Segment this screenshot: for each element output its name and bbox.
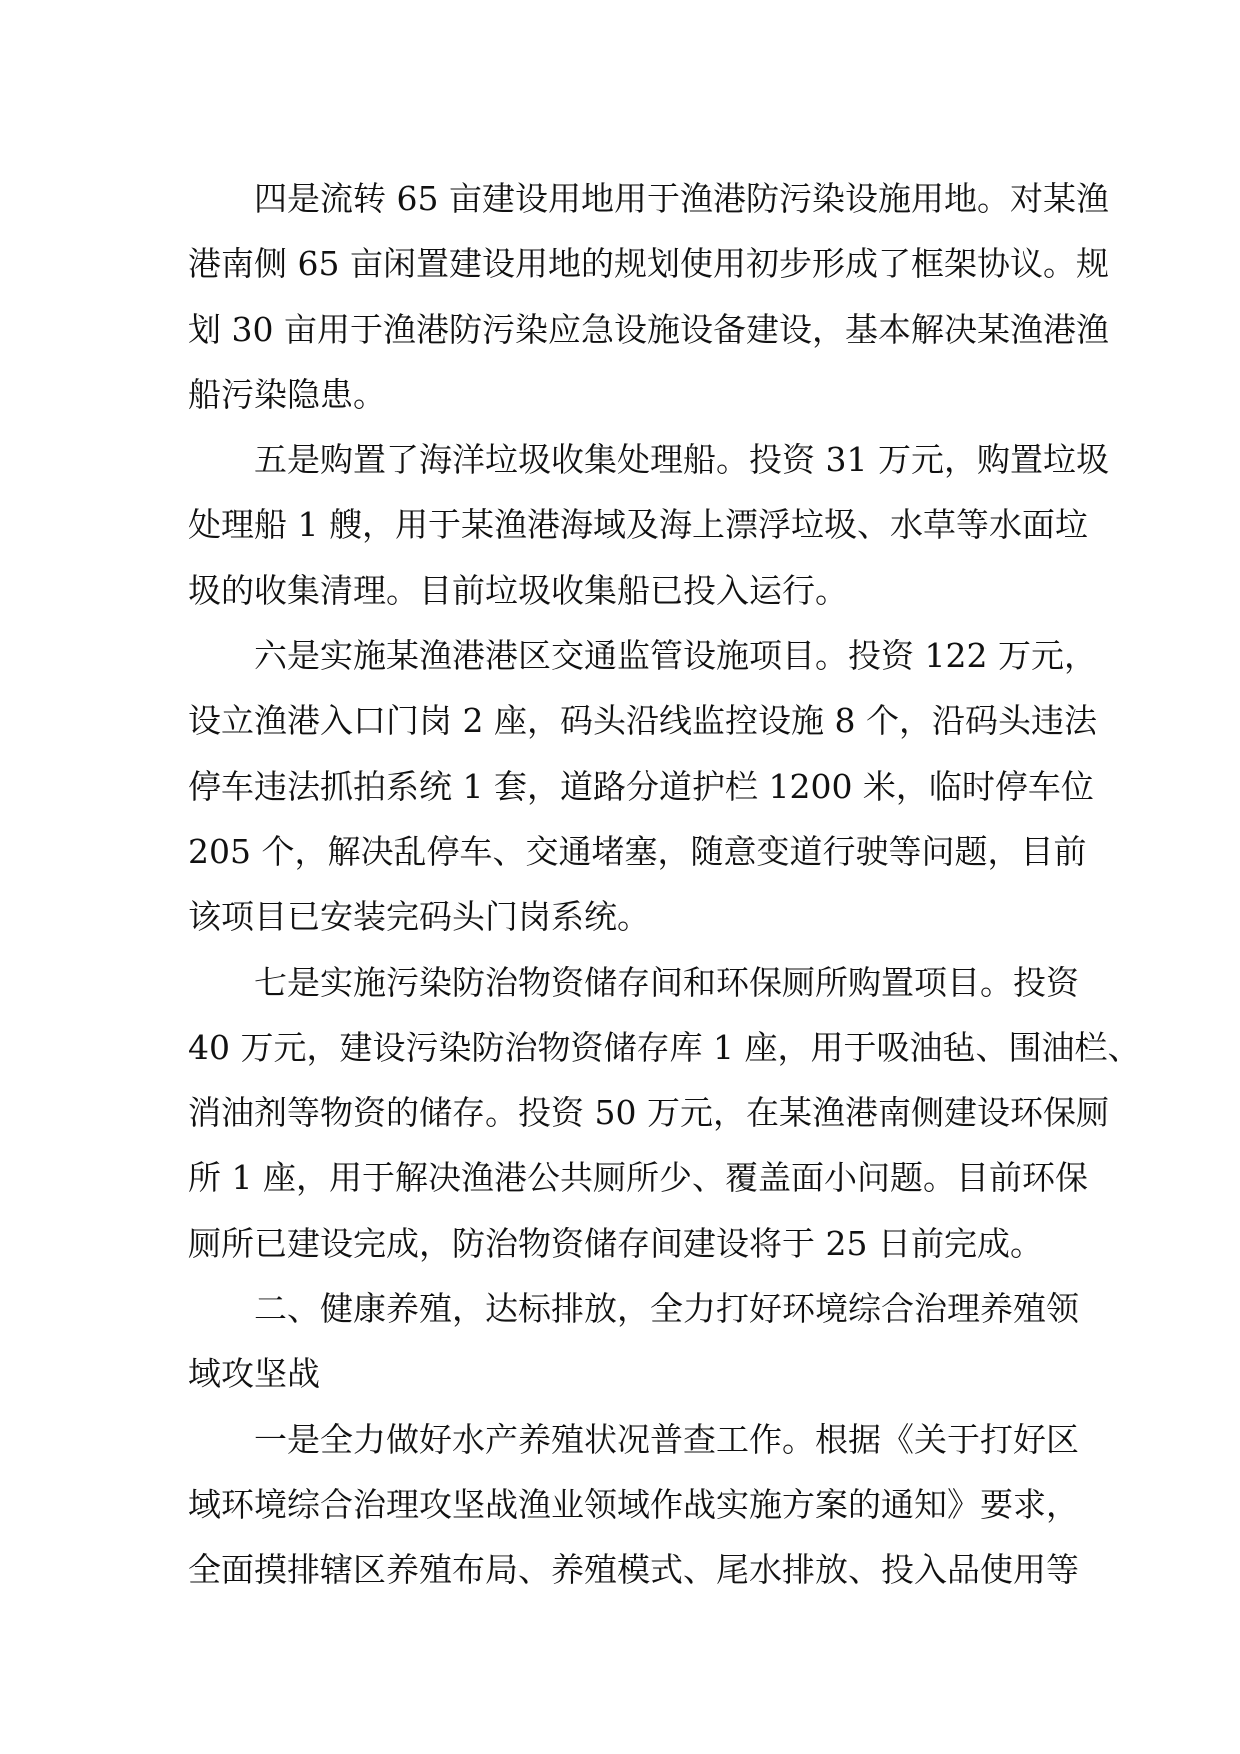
text-line: 一是全力做好水产养殖状况普查工作。根据《关于打好区 <box>254 1419 1079 1459</box>
text-line: 船污染隐患。 <box>188 374 386 414</box>
paragraph-traffic-supervision <box>188 623 1097 949</box>
text-line: 40 万元，建设污染防治物资储存库 1 座，用于吸油毡、围油栏、 <box>188 1027 1141 1067</box>
paragraph-garbage-vessel <box>188 427 1109 623</box>
text-line: 二、健康养殖，达标排放，全力打好环境综合治理养殖领 <box>254 1289 1079 1329</box>
section-heading-aquaculture <box>188 1276 1079 1407</box>
text-line: 205 个，解决乱停车、交通堵塞，随意变道行驶等问题，目前 <box>188 831 1087 871</box>
paragraph-pollution-land <box>188 166 1109 427</box>
text-line: 设立渔港入口门岗 2 座，码头沿线监控设施 8 个，沿码头违法 <box>188 701 1097 741</box>
paragraph-storage-toilet <box>188 950 1141 1276</box>
text-line: 划 30 亩用于渔港防污染应急设施设备建设，基本解决某渔港渔 <box>188 309 1109 349</box>
text-line: 五是购置了海洋垃圾收集处理船。投资 31 万元，购置垃圾 <box>254 440 1109 480</box>
paragraph-aquaculture-survey <box>188 1407 1079 1603</box>
text-line: 圾的收集清理。目前垃圾收集船已投入运行。 <box>188 570 848 610</box>
text-line: 全面摸排辖区养殖布局、养殖模式、尾水排放、投入品使用等 <box>188 1550 1079 1590</box>
text-line: 七是实施污染防治物资储存间和环保厕所购置项目。投资 <box>254 962 1079 1002</box>
text-line: 处理船 1 艘，用于某渔港海域及海上漂浮垃圾、水草等水面垃 <box>188 505 1088 545</box>
text-line: 域攻坚战 <box>188 1354 320 1394</box>
text-line: 停车违法抓拍系统 1 套，道路分道护栏 1200 米，临时停车位 <box>188 766 1094 806</box>
text-line: 港南侧 65 亩闲置建设用地的规划使用初步形成了框架协议。规 <box>188 244 1109 284</box>
text-line: 厕所已建设完成，防治物资储存间建设将于 25 日前完成。 <box>188 1223 1043 1263</box>
text-line: 所 1 座，用于解决渔港公共厕所少、覆盖面小问题。目前环保 <box>188 1158 1088 1198</box>
text-line: 域环境综合治理攻坚战渔业领域作战实施方案的通知》要求， <box>188 1484 1079 1524</box>
text-line: 消油剂等物资的储存。投资 50 万元，在某渔港南侧建设环保厕 <box>188 1093 1109 1133</box>
text-line: 四是流转 65 亩建设用地用于渔港防污染设施用地。对某渔 <box>254 179 1109 218</box>
text-line: 该项目已安装完码头门岗系统。 <box>188 897 650 937</box>
text-line: 六是实施某渔港港区交通监管设施项目。投资 122 万元， <box>254 636 1097 676</box>
document-body <box>188 166 1141 1603</box>
